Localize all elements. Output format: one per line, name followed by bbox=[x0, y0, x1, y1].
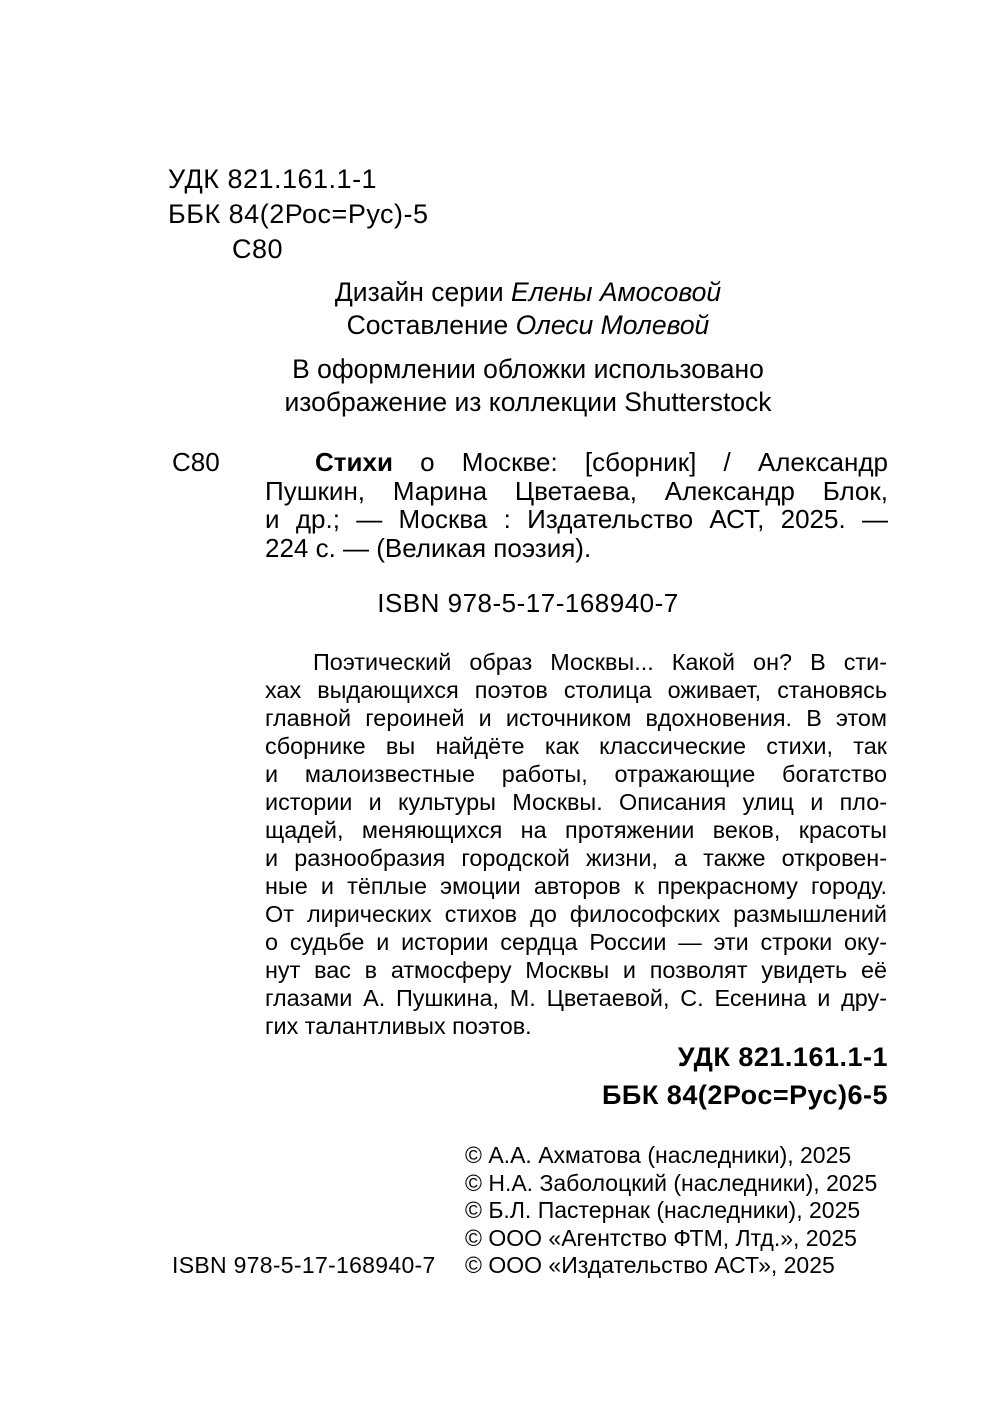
bbk-bottom: ББК 84(2Рос=Рус)6-5 bbox=[602, 1080, 888, 1110]
annotation-paragraph bbox=[265, 648, 887, 1040]
cover-note bbox=[168, 353, 888, 419]
annotation-line: ные и тёплые эмоции авторов к прекрасному городу. bbox=[265, 873, 887, 899]
annotation-line: о судьбе и истории сердца России — эти строки оку- bbox=[265, 929, 887, 955]
catalog-line-2: Пушкин, Марина Цветаева, Александр Блок, bbox=[265, 475, 888, 506]
udk-bottom: УДК 821.161.1-1 bbox=[677, 1042, 888, 1072]
annotation-line: и малоизвестные работы, отражающие богатство bbox=[265, 761, 887, 787]
annotation-line: нут вас в атмосферу Москвы и позволят увидеть её bbox=[265, 957, 887, 983]
annotation-line: сборнике вы найдёте как классические стихи, так bbox=[265, 733, 887, 759]
copyright-line: © Б.Л. Пастернак (наследники), 2025 bbox=[465, 1197, 861, 1223]
bbk-top: ББК 84(2Рос=Рус)-5 bbox=[168, 199, 429, 229]
catalog-entry-text bbox=[265, 448, 888, 562]
series-designer-name: Елены Амосовой bbox=[511, 277, 722, 307]
catalog-line-1 bbox=[265, 448, 888, 477]
author-sign-top: С80 bbox=[232, 234, 284, 264]
copyright-line: © ООО «Агентство ФТМ, Лтд.», 2025 bbox=[465, 1224, 857, 1251]
classification-block-bottom bbox=[602, 1038, 888, 1114]
catalog-entry bbox=[168, 448, 888, 562]
compilation-label: Составление bbox=[346, 310, 509, 340]
catalog-line-4: 224 с. — (Великая поэзия). bbox=[265, 532, 592, 563]
copyright-line: © Н.А. Заболоцкий (наследники), 2025 bbox=[465, 1169, 878, 1196]
annotation-line: От лирических стихов до философских размышлений bbox=[265, 901, 887, 927]
author-sign-catalog: С80 bbox=[172, 447, 220, 477]
isbn-bottom: ISBN 978-5-17-168940-7 bbox=[172, 1252, 436, 1278]
catalog-line-1-rest: о Москве: [сборник] / Александр bbox=[392, 447, 888, 477]
annotation-line: хах выдающихся поэтов столица оживает, становясь bbox=[265, 677, 887, 703]
credits-block bbox=[168, 276, 888, 419]
annotation-line: и разнообразия городской жизни, а также откровен- bbox=[265, 845, 887, 871]
compiler-name: Олеси Молевой bbox=[515, 310, 710, 340]
header-classification-block bbox=[168, 162, 429, 267]
isbn-center: ISBN 978-5-17-168940-7 bbox=[377, 588, 679, 618]
catalog-line-3: и др.; — Москва : Издательство АСТ, 2025. — bbox=[265, 504, 888, 534]
udk-top: УДК 821.161.1-1 bbox=[168, 164, 378, 194]
annotation-line: Поэтический образ Москвы... Какой он? В сти- bbox=[313, 649, 887, 675]
annotation-line: главной героиней и источником вдохновения. В этом bbox=[265, 705, 887, 731]
book-title: Стихи bbox=[315, 447, 393, 477]
cover-note-line-2: изображение из коллекции Shutterstock bbox=[284, 387, 772, 417]
copyright-line: © ООО «Издательство АСТ», 2025 bbox=[465, 1252, 835, 1278]
cover-note-line-1: В оформлении обложки использовано bbox=[292, 354, 764, 384]
copyright-line: © А.А. Ахматова (наследники), 2025 bbox=[465, 1142, 852, 1168]
series-design-label: Дизайн серии bbox=[334, 277, 504, 307]
annotation-line: гих талантливых поэтов. bbox=[265, 1013, 532, 1039]
compilation-line bbox=[168, 309, 888, 342]
annotation-line: истории и культуры Москвы. Описания улиц и пло- bbox=[265, 789, 887, 815]
copyright-list bbox=[465, 1142, 877, 1280]
series-design-line bbox=[168, 276, 888, 309]
annotation-line: щадей, меняющихся на протяжении веков, красоты bbox=[265, 817, 887, 843]
annotation-line: глазами А. Пушкина, М. Цветаевой, С. Есенина и дру- bbox=[265, 985, 887, 1011]
